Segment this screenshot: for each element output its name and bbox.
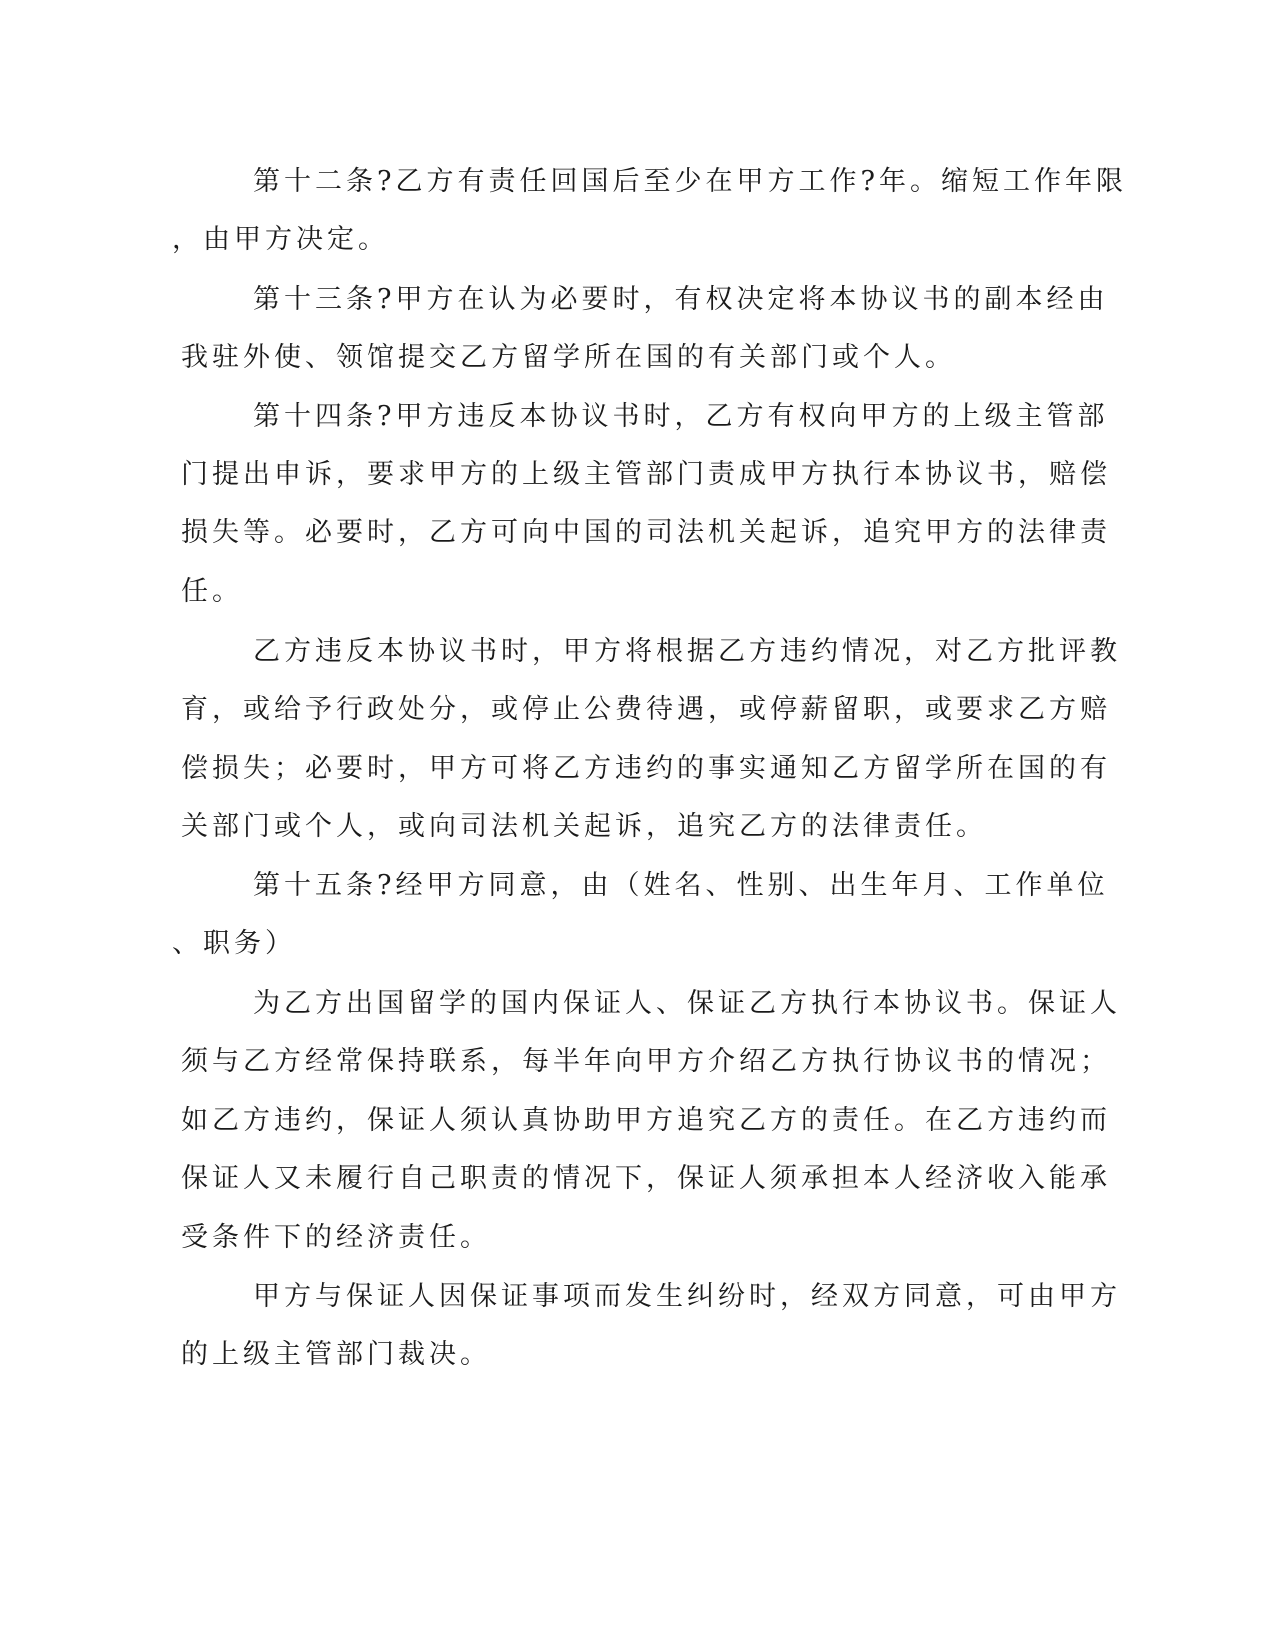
text-line: 须与乙方经常保持联系，每半年向甲方介绍乙方执行协议书的情况； bbox=[181, 1046, 1111, 1077]
text-line: ，由甲方决定。 bbox=[172, 224, 389, 255]
text-line: 第十二条?乙方有责任回国后至少在甲方工作?年。缩短工作年限 bbox=[253, 166, 1127, 197]
text-line: 门提出申诉，要求甲方的上级主管部门责成甲方执行本协议书，赔偿 bbox=[181, 459, 1111, 490]
text-line: 育，或给予行政处分，或停止公费待遇，或停薪留职，或要求乙方赔 bbox=[181, 694, 1111, 725]
text-line: 的上级主管部门裁决。 bbox=[181, 1339, 491, 1370]
text-line: 保证人又未履行自己职责的情况下，保证人须承担本人经济收入能承 bbox=[181, 1163, 1111, 1194]
text-line: 我驻外使、领馆提交乙方留学所在国的有关部门或个人。 bbox=[181, 342, 956, 373]
text-line: 损失等。必要时，乙方可向中国的司法机关起诉，追究甲方的法律责 bbox=[181, 517, 1111, 548]
text-line: 偿损失；必要时，甲方可将乙方违约的事实通知乙方留学所在国的有 bbox=[181, 753, 1111, 784]
text-line: 、职务） bbox=[172, 928, 296, 959]
text-line: 如乙方违约，保证人须认真协助甲方追究乙方的责任。在乙方违约而 bbox=[181, 1105, 1111, 1136]
text-line: 第十五条?经甲方同意，由（姓名、性别、出生年月、工作单位 bbox=[253, 870, 1109, 901]
text-line: 乙方违反本协议书时，甲方将根据乙方违约情况，对乙方批评教 bbox=[253, 636, 1121, 667]
text-line: 关部门或个人，或向司法机关起诉，追究乙方的法律责任。 bbox=[181, 811, 987, 842]
text-line: 甲方与保证人因保证事项而发生纠纷时，经双方同意，可由甲方 bbox=[253, 1281, 1121, 1312]
text-line: 为乙方出国留学的国内保证人、保证乙方执行本协议书。保证人 bbox=[253, 988, 1121, 1019]
text-line: 任。 bbox=[181, 576, 243, 607]
text-line: 受条件下的经济责任。 bbox=[181, 1222, 491, 1253]
text-line: 第十三条?甲方在认为必要时，有权决定将本协议书的副本经由 bbox=[253, 284, 1109, 315]
text-line: 第十四条?甲方违反本协议书时，乙方有权向甲方的上级主管部 bbox=[253, 401, 1109, 432]
